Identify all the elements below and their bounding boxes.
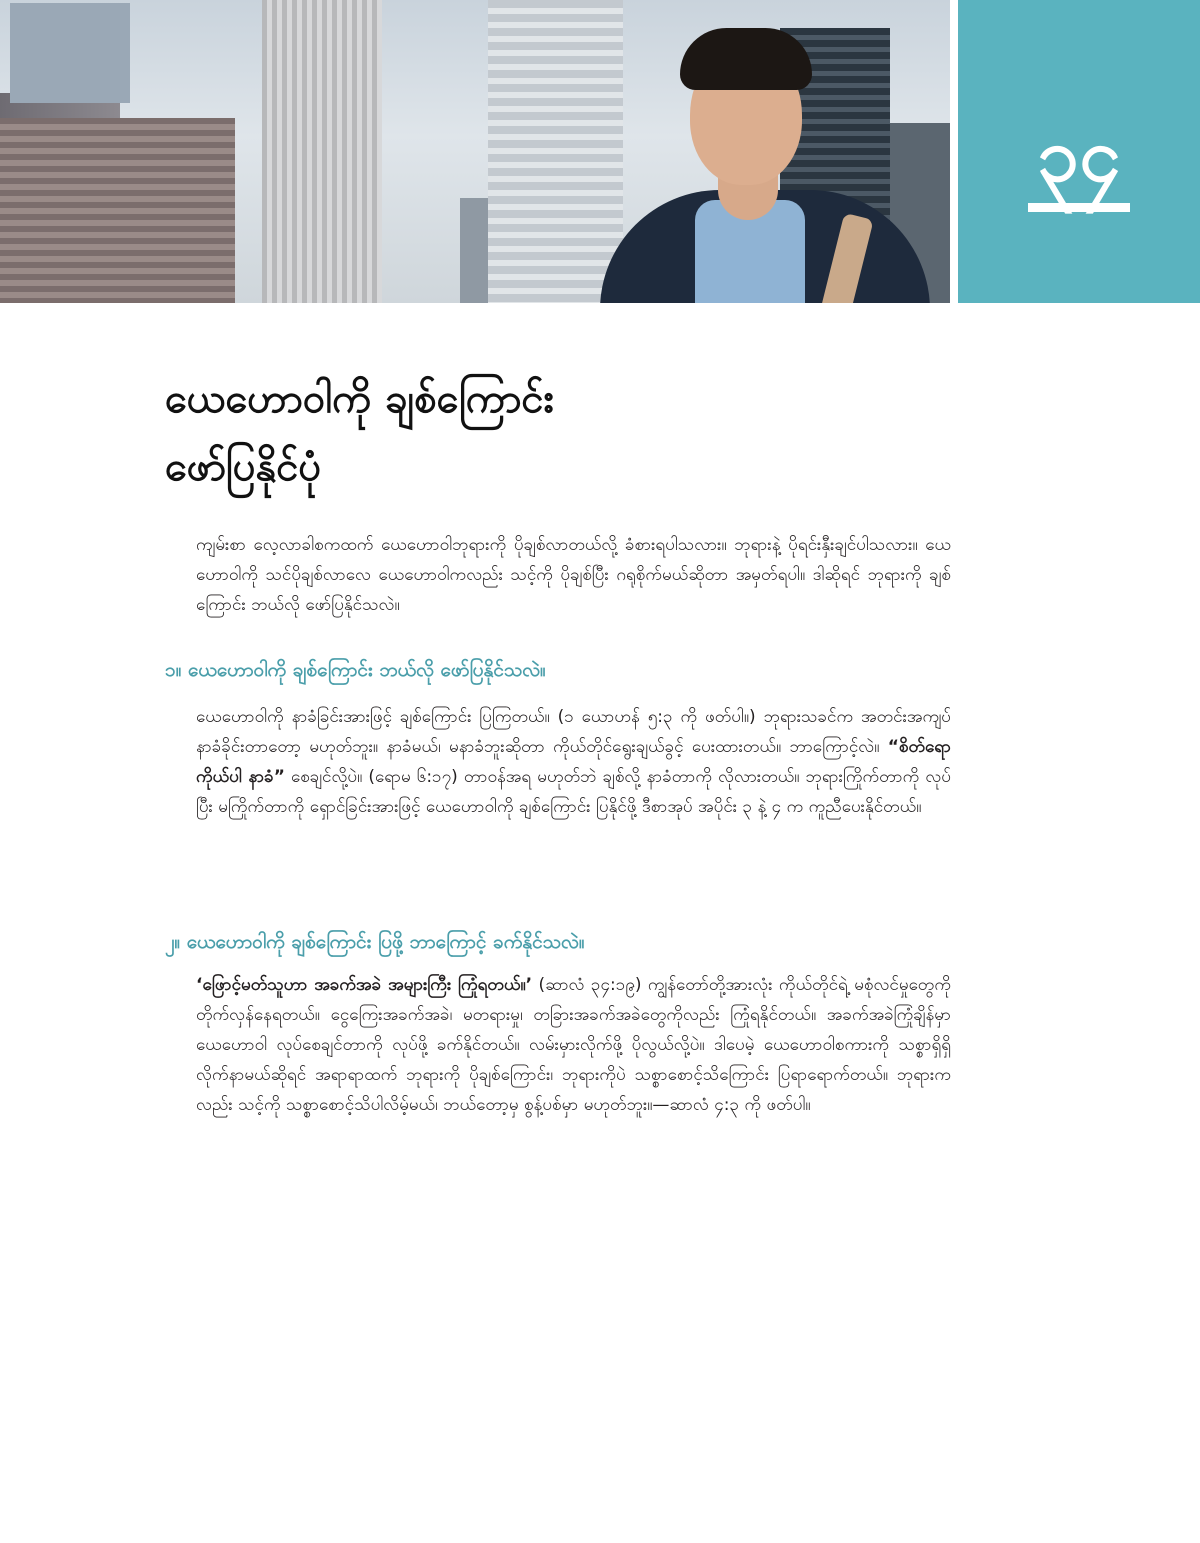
building — [262, 0, 382, 303]
section-1-bold-quote: “စိတ်ရောကိုယ်ပါ နာခံ” — [196, 737, 951, 787]
page-title-line-2: ဖော်ပြနိုင်ပုံ — [165, 444, 322, 490]
man-hair — [680, 28, 812, 90]
page-title — [165, 365, 925, 501]
section-1-body — [196, 702, 951, 822]
section-1-heading: ၁။ ယေဟောဝါကို ချစ်ကြောင်း ဘယ်လို ဖော်ပြနိုင်သလဲ။ — [165, 659, 546, 681]
chapter-tab — [958, 0, 1200, 303]
header-photo — [0, 0, 950, 303]
section-2-bold-quote: ‘ဖြောင့်မတ်သူဟာ အခက်အခဲ အများကြီး ကြုံရတယ်။’ — [196, 975, 533, 995]
page-title-line-1: ယေဟောဝါကို ချစ်ကြောင်း — [165, 376, 554, 422]
chapter-number-underline — [1028, 203, 1130, 212]
section-2-body — [196, 970, 951, 1120]
building — [0, 118, 235, 303]
section-1-text-start: ယေဟောဝါကို နာခံခြင်းအားဖြင့် ချစ်ကြောင်း ပြကြတယ်။ (၁ ယောဟန် ၅:၃ ကို ဖတ်ပါ။) ဘုရားသခင်က အတင်းအကျပ် နာခံခိုင်းတာတော့ မဟုတ်ဘူး။ နာခံမယ်၊ မနာခံဘူးဆိုတာ ကိုယ်တိုင်ရွေးချယ်ခွင့် ပေးထားတယ်။ ဘာကြောင့်လဲ။ — [196, 707, 951, 757]
chapter-number: ၃၄ — [1037, 112, 1121, 198]
building — [488, 0, 623, 303]
intro-paragraph: ကျမ်းစာ လေ့လာခါစကထက် ယေဟောဝါဘုရားကို ပိုချစ်လာတယ်လို့ ခံစားရပါသလား။ ဘုရားနဲ့ ပိုရင်းနှီးချင်ပါသလား။ ယေဟောဝါကို သင်ပိုချစ်လာလေ ယေဟောဝါကလည်း သင့်ကို ပိုချစ်ပြီး ဂရုစိုက်မယ်ဆိုတာ အမှတ်ရပါ။ ဒါဆိုရင် ဘုရားကို ချစ်ကြောင်း ဘယ်လို ဖော်ပြနိုင်သလဲ။ — [196, 535, 951, 615]
section-2-text-end: (ဆာလံ ၃၄:၁၉) ကျွန်တော်တို့အားလုံး ကိုယ်တိုင်ရဲ့ မစုံလင်မှုတွေကို တိုက်လှန်နေရတယ်။ ငွေကြေးအခက်အခဲ၊ မတရားမှု၊ တခြားအခက်အခဲတွေကိုလည်း ကြုံရနိုင်တယ်။ အခက်အခဲကြုံချိန်မှာ ယေဟောဝါ လုပ်စေချင်တာကို လုပ်ဖို့ ခက်နိုင်တယ်။ လမ်းမှားလိုက်ဖို့ ပိုလွယ်လို့ပဲ။ ဒါပေမဲ့ ယေဟောဝါစကားကို သစ္စာရှိရှိ လိုက်နာမယ်ဆိုရင် အရာရာထက် ဘုရားကို ပိုချစ်ကြောင်း၊ ဘုရားကိုပဲ သစ္စာစောင့်သိကြောင်း ပြရာရောက်တယ်။ ဘုရားကလည်း သင့်ကို သစ္စာစောင့်သိပါလိမ့်မယ်၊ ဘယ်တော့မှ စွန့်ပစ်မှာ မဟုတ်ဘူး။—ဆာလံ ၄:၃ ကို ဖတ်ပါ။ — [196, 975, 951, 1115]
section-1-text-end: စေချင်လို့ပဲ။ (ရောမ ၆:၁၇) တာဝန်အရ မဟုတ်ဘဲ ချစ်လို့ နာခံတာကို လိုလားတယ်။ ဘုရားကြိုက်တာကို လုပ်ပြီး မကြိုက်တာကို ရှောင်ခြင်းအားဖြင့် ယေဟောဝါကို ချစ်ကြောင်း ပြနိုင်ဖို့ ဒီစာအုပ် အပိုင်း ၃ နဲ့ ၄ က ကူညီပေးနိုင်တယ်။ — [196, 767, 951, 817]
section-2-heading: ၂။ ယေဟောဝါကို ချစ်ကြောင်း ပြဖို့ ဘာကြောင့် ခက်နိုင်သလဲ။ — [165, 931, 585, 953]
